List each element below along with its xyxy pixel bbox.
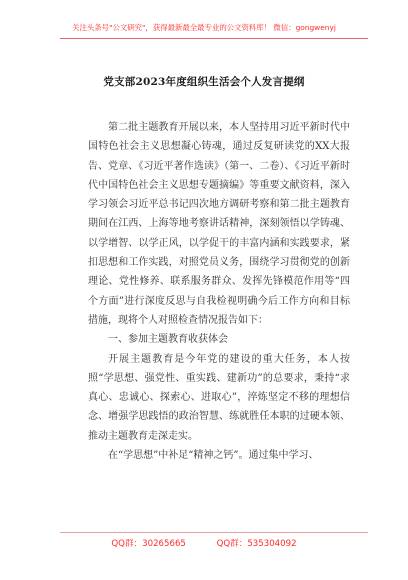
footer-qq-group-1: QQ群：30265665 [111,539,186,549]
paragraph: 在“学思想”中补足“精神之钙”。通过集中学习、 [108,450,319,462]
document-body [88,118,350,465]
paragraph: 开展主题教育是今年党的建设的重大任务，本人按照“学思想、强党性、重实践、建新功”的总要求，秉持“求真心、忠诚心、探索心、进取心”，淬炼坚定不移的理想信念、增强学思践悟的政治智慧、练就胜任本职的过硬本领、推动主题教育走深走实。 [88,353,350,442]
section-heading: 一、参加主题教育收获体会 [108,334,228,346]
document-title: 党支部2023年度组织生活会个人发言提纲 [103,76,305,88]
paragraph: 第二批主题教育开展以来，本人坚持用习近平新时代中国特色社会主义思想凝心铸魂，通过反复研读党的XX大报告、党章、《习近平著作选读》（第一、二卷）、《习近平新时代中国特色社会主义思想专题摘编》等重要文献资料，深入学习领会习近平总书记四次地方调研考察和第二批主题教育期间在江西、上海等地考察讲话精神，深刻领悟以学铸魂、以学增智、以学正风，以学促干的丰富内涵和实践要求，紧扣思想和工作实践，对照党员义务，围绕学习贯彻党的创新理论、党性修养、联系服务群众、发挥先锋模范作用等“四个方面”进行深度反思与自我检视明确今后工作方向和目标措施，现将个人对照检查情况报告如下： [88,122,350,326]
header-banner: 关注头条号"公文研究"，获得最新最全最专业的公文资料库！ 微信：gongwenyj [72,23,336,32]
footer [0,537,408,549]
footer-divider [60,532,368,533]
footer-qq-group-2: QQ群：535304092 [216,539,297,549]
header-divider [60,38,368,39]
